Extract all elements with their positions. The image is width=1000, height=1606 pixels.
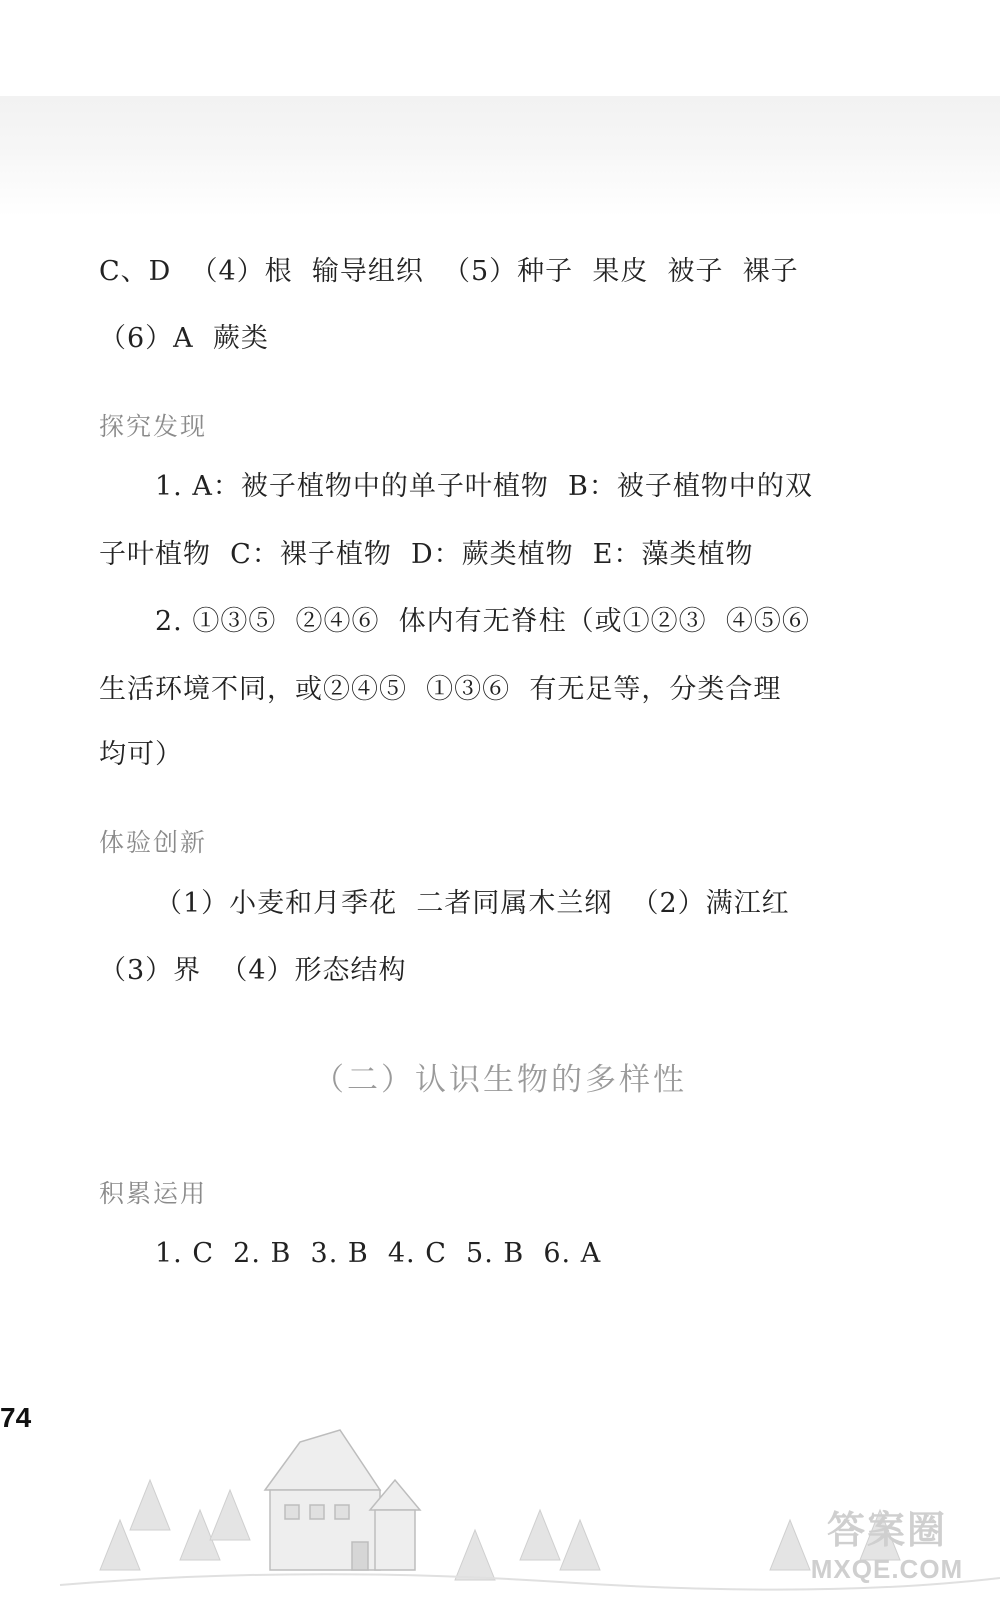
explore-line-3: 2. ①③⑤ ②④⑥ 体内有无脊柱（或①②③ ④⑤⑥: [155, 606, 810, 637]
explore-line-2: 子叶植物 C：裸子植物 D：蕨类植物 E：藻类植物: [99, 539, 754, 570]
page-number: 74: [0, 1402, 32, 1433]
explore-line-1: 1. A：被子植物中的单子叶植物 B：被子植物中的双: [155, 471, 813, 502]
experience-line-1: （1）小麦和月季花 二者同属木兰纲 （2）满江红: [155, 888, 790, 919]
explore-line-5: 均可）: [99, 739, 183, 770]
watermark-domain: MXQE.COM: [810, 1554, 964, 1584]
site-watermark: [792, 1508, 982, 1600]
answer-line-continued-2: （6）A 蕨类: [99, 323, 269, 354]
answer-line-continued-1: C、D （4）根 输导组织 （5）种子 果皮 被子 裸子: [99, 256, 799, 287]
top-banner-decoration: [0, 96, 1000, 216]
watermark-logo-text: 答案圈: [826, 1510, 947, 1552]
accumulate-answers: 1. C 2. B 3. B 4. C 5. B 6. A: [155, 1238, 602, 1269]
explore-line-4: 生活环境不同，或②④⑤ ①③⑥ 有无足等，分类合理: [99, 674, 782, 705]
section-label-experience: 体验创新: [99, 828, 208, 857]
section-label-explore: 探究发现: [99, 412, 208, 441]
section-label-accumulate: 积累运用: [99, 1179, 208, 1208]
experience-line-2: （3）界 （4）形态结构: [99, 955, 407, 986]
section-subtitle: （二）认识生物的多样性: [313, 1062, 687, 1098]
